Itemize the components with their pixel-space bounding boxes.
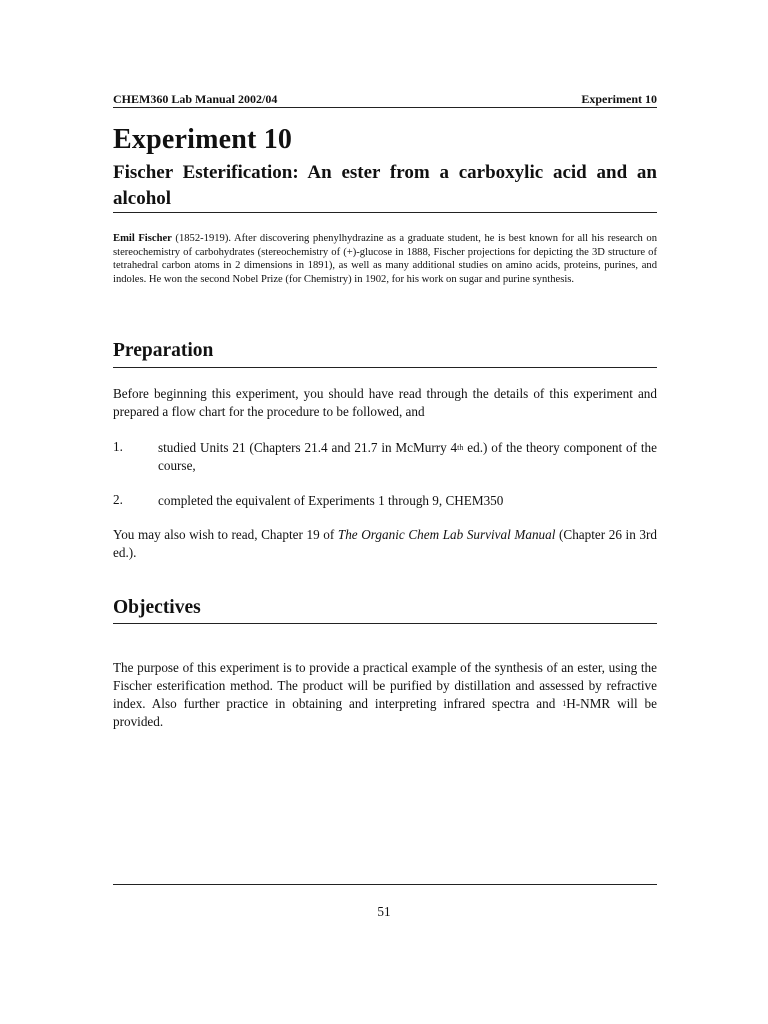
preparation-heading: Preparation bbox=[113, 340, 214, 361]
list-item-1-post: ed.) of the theory component of the course, bbox=[158, 440, 657, 473]
additional-reading-post: (Chapter 26 in 3rd ed.). bbox=[113, 527, 657, 560]
preparation-rule bbox=[113, 367, 657, 368]
objectives-paragraph bbox=[113, 659, 657, 731]
list-item-1-pre: studied Units 21 (Chapters 21.4 and 21.7 in McMurry 4 bbox=[158, 440, 458, 455]
objectives-post: H-NMR will be provided. bbox=[113, 696, 657, 729]
list-item-2-text: completed the equivalent of Experiments 1 through 9, CHEM350 bbox=[158, 493, 504, 508]
list-item-1-number: 1. bbox=[113, 439, 123, 454]
page-number: 51 bbox=[377, 904, 391, 919]
objectives-pre: The purpose of this experiment is to provide a practical example of the synthesis of an ester, using the Fischer esterification method. The product will be purified by distillation and assessed by refractive index. Also further practice in obtaining and interpreting infrared spectra and bbox=[113, 660, 657, 711]
running-header-left: CHEM360 Lab Manual 2002/04 bbox=[113, 92, 278, 106]
objectives-sup: 1 bbox=[562, 698, 567, 708]
additional-reading-pre: You may also wish to read, Chapter 19 of bbox=[113, 527, 338, 542]
list-item-1-sup: th bbox=[457, 442, 464, 452]
running-header-right: Experiment 10 bbox=[581, 92, 657, 106]
bio-name: Emil Fischer bbox=[113, 233, 172, 244]
objectives-rule bbox=[113, 623, 657, 624]
additional-reading bbox=[113, 526, 657, 562]
title-rule bbox=[113, 212, 657, 213]
preparation-intro: Before beginning this experiment, you should have read through the details of this experiment and prepared a flow chart for the procedure to be followed, and bbox=[113, 386, 657, 419]
page-subtitle: Fischer Esterification: An ester from a carboxylic acid and an alcohol bbox=[113, 162, 657, 209]
footer-rule bbox=[113, 884, 657, 885]
objectives-heading: Objectives bbox=[113, 597, 201, 618]
book-title: The Organic Chem Lab Survival Manual bbox=[337, 527, 556, 542]
page-title: Experiment 10 bbox=[113, 124, 293, 155]
header-rule bbox=[113, 107, 657, 108]
biography-paragraph bbox=[113, 232, 657, 286]
bio-text: (1852-1919). After discovering phenylhydrazine as a graduate student, he is best known for all his research on stereochemistry of carbohydrates (stereochemistry of (+)-glucose in 1888, Fischer projections for depicting the 3D structure of tetrahedral carbon atoms in 2 dimensions in 1891), as well as many additional studies on amino acids, proteins, purines, and indoles. He won the second Nobel Prize (for Chemistry) in 1902, for his work on sugar and purine synthesis. bbox=[113, 233, 657, 285]
list-item-1-text bbox=[158, 439, 657, 475]
list-item-2-number: 2. bbox=[113, 492, 123, 507]
